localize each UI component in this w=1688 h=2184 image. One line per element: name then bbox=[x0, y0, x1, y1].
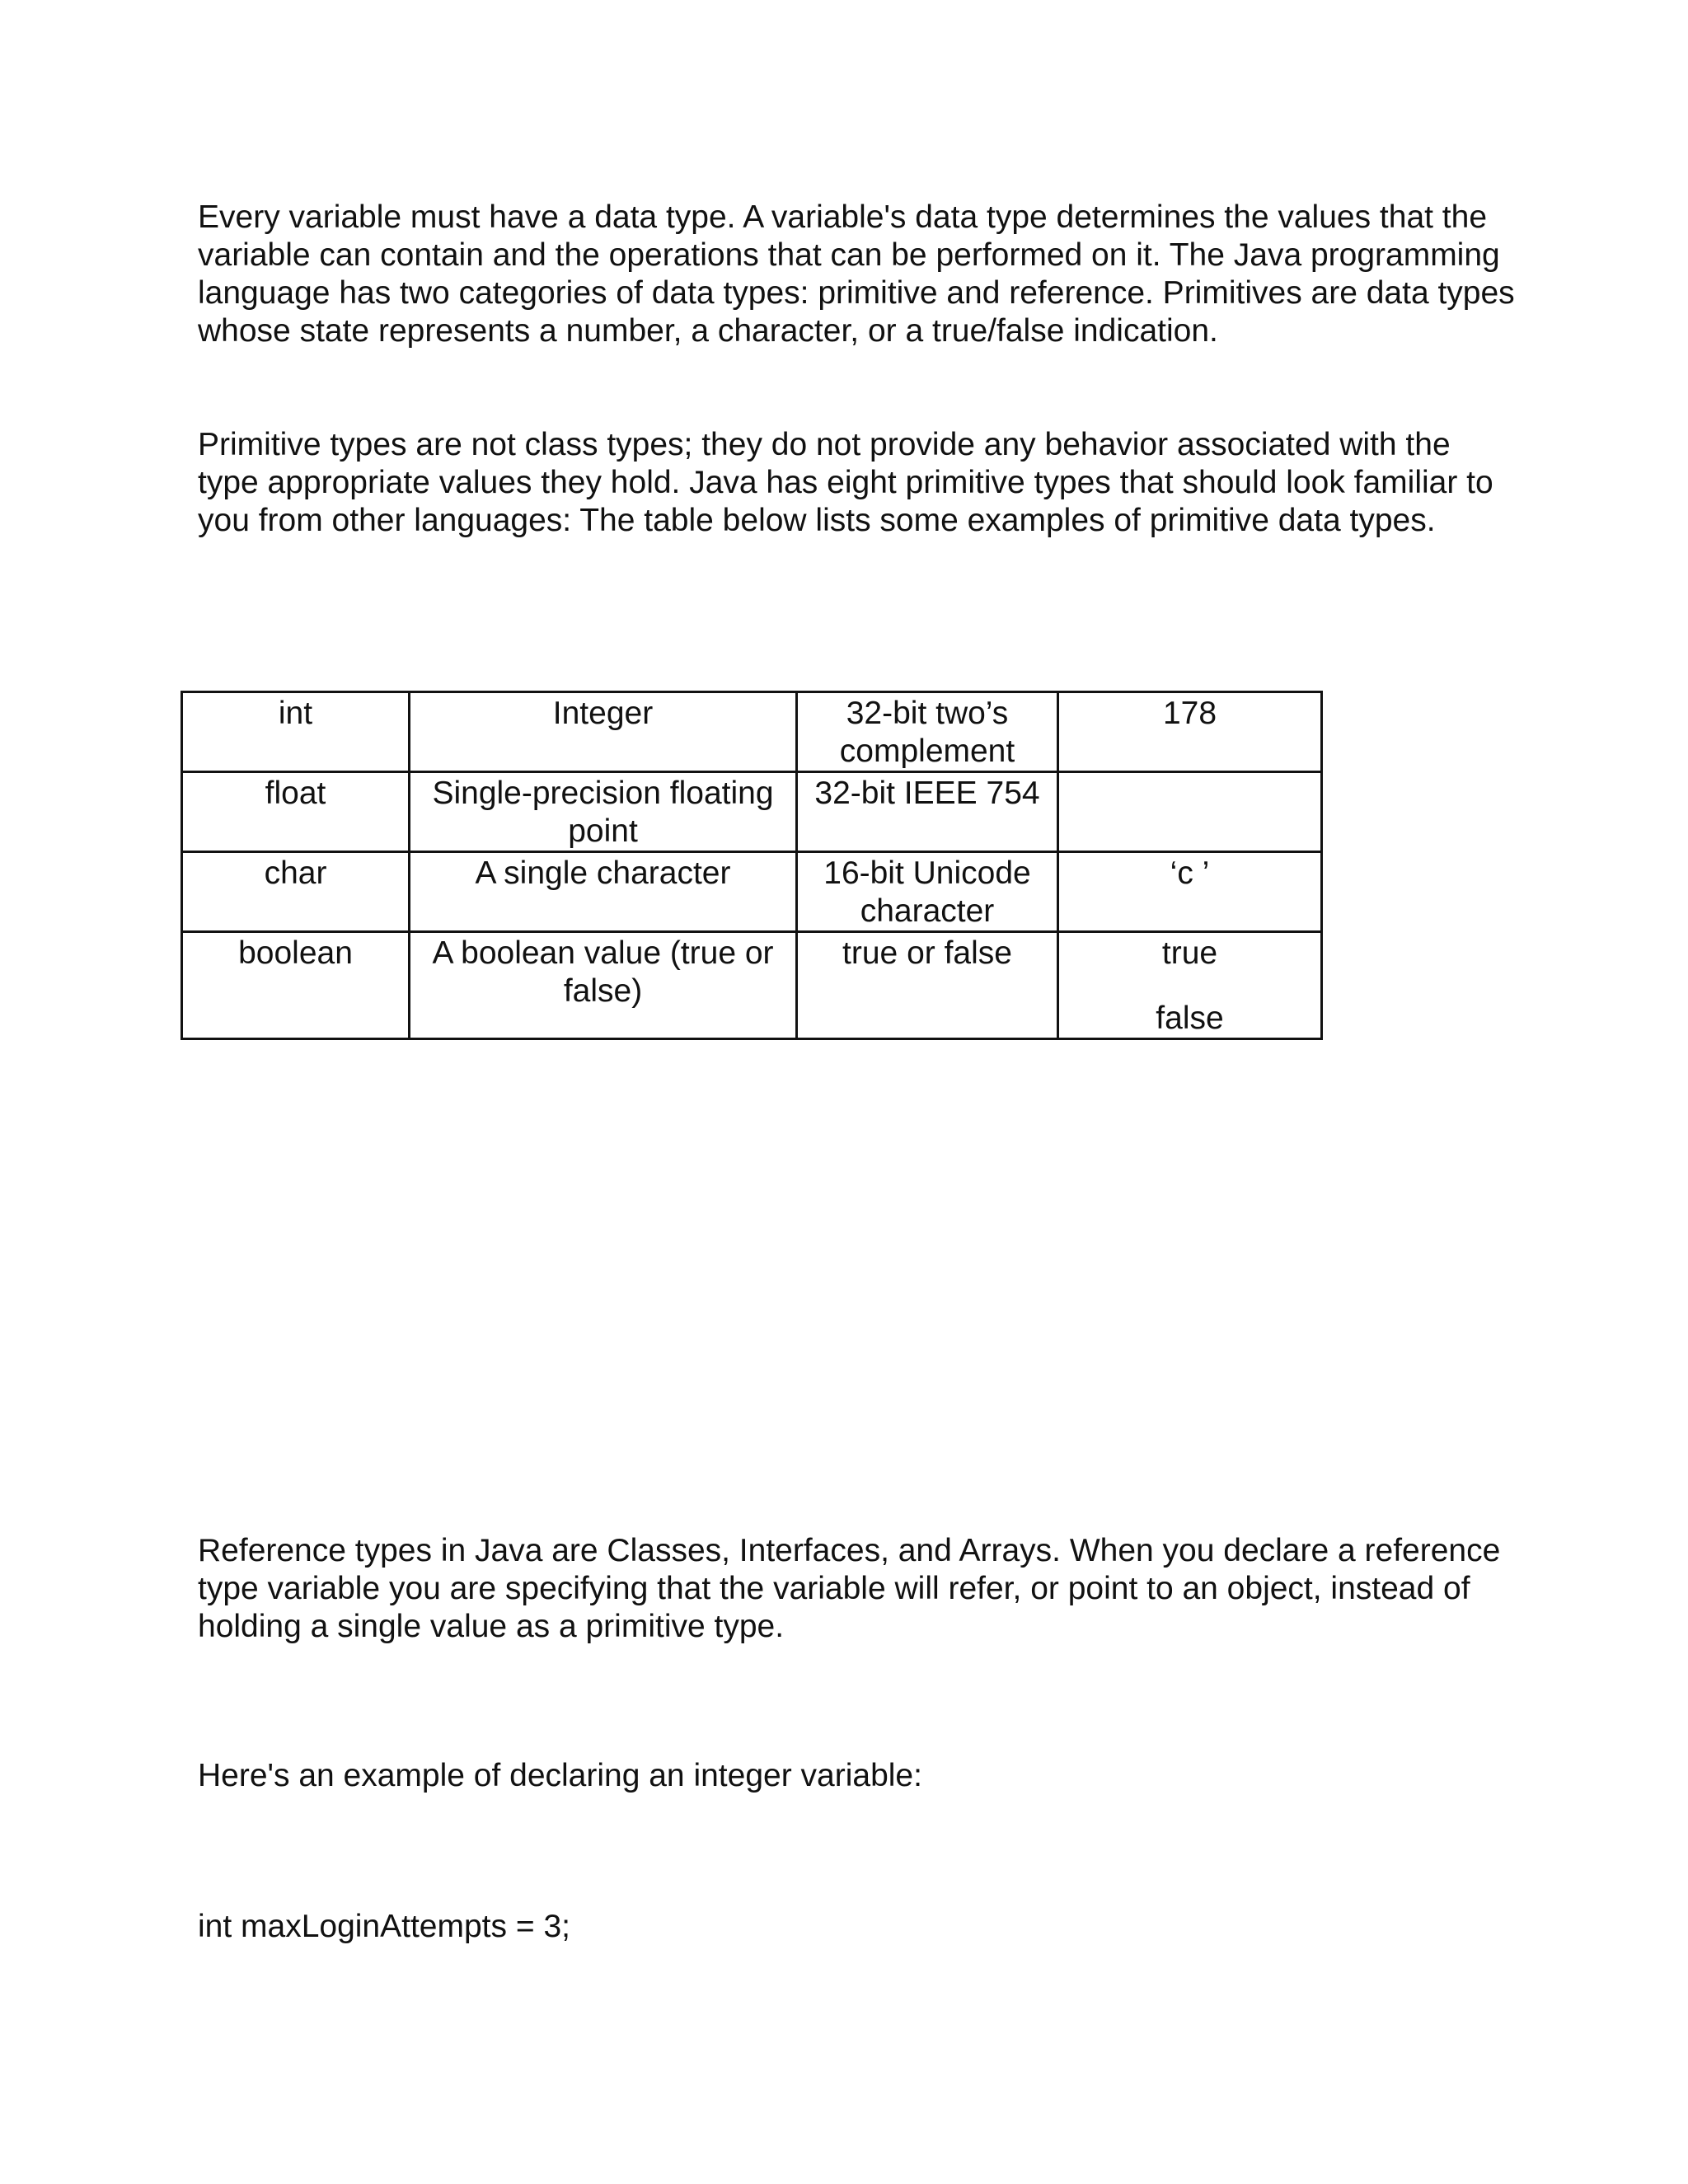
size-cell: 32-bit two’s complement bbox=[797, 692, 1058, 772]
size-cell: 32-bit IEEE 754 bbox=[797, 772, 1058, 852]
example-cell: ‘c ’ bbox=[1058, 852, 1322, 932]
type-cell: float bbox=[182, 772, 410, 852]
description-cell: A boolean value (true or false) bbox=[410, 932, 797, 1039]
size-cell: 16-bit Unicode character bbox=[797, 852, 1058, 932]
example-value-false: false bbox=[1156, 1001, 1224, 1036]
code-example: int maxLoginAttempts = 3; bbox=[198, 1909, 570, 1944]
primitives-paragraph: Primitive types are not class types; they do not provide any behavior associated with the type appropriate values they hold. Java has eight primitive types that should look familiar to you from other languages: The table below lists some examples of primitive data types. bbox=[198, 427, 1493, 538]
description-cell: Integer bbox=[410, 692, 797, 772]
example-value-true: true bbox=[1161, 935, 1218, 971]
example-cell bbox=[1058, 932, 1322, 1039]
table-row bbox=[182, 852, 1322, 932]
primitive-types-table bbox=[181, 691, 1323, 1040]
description-cell: A single character bbox=[410, 852, 797, 932]
example-cell bbox=[1058, 772, 1322, 852]
table-row bbox=[182, 692, 1322, 772]
example-cell: 178 bbox=[1058, 692, 1322, 772]
table-row bbox=[182, 932, 1322, 1039]
reference-paragraph: Reference types in Java are Classes, Interfaces, and Arrays. When you declare a reference type variable you are specifying that the variable will refer, or point to an object, instead of holding a single value as a primitive type. bbox=[198, 1533, 1501, 1644]
type-cell: char bbox=[182, 852, 410, 932]
size-cell: true or false bbox=[797, 932, 1058, 1039]
description-cell: Single-precision floating point bbox=[410, 772, 797, 852]
example-intro-paragraph: Here's an example of declaring an integer variable: bbox=[198, 1758, 922, 1793]
intro-paragraph: Every variable must have a data type. A variable's data type determines the values that the variable can contain and the operations that can be performed on it. The Java programming language has two categories of data types: primitive and reference. Primitives are data types whose state represents a number, a character, or a true/false indication. bbox=[198, 199, 1515, 349]
table-row bbox=[182, 772, 1322, 852]
type-cell: boolean bbox=[182, 932, 410, 1039]
type-cell: int bbox=[182, 692, 410, 772]
